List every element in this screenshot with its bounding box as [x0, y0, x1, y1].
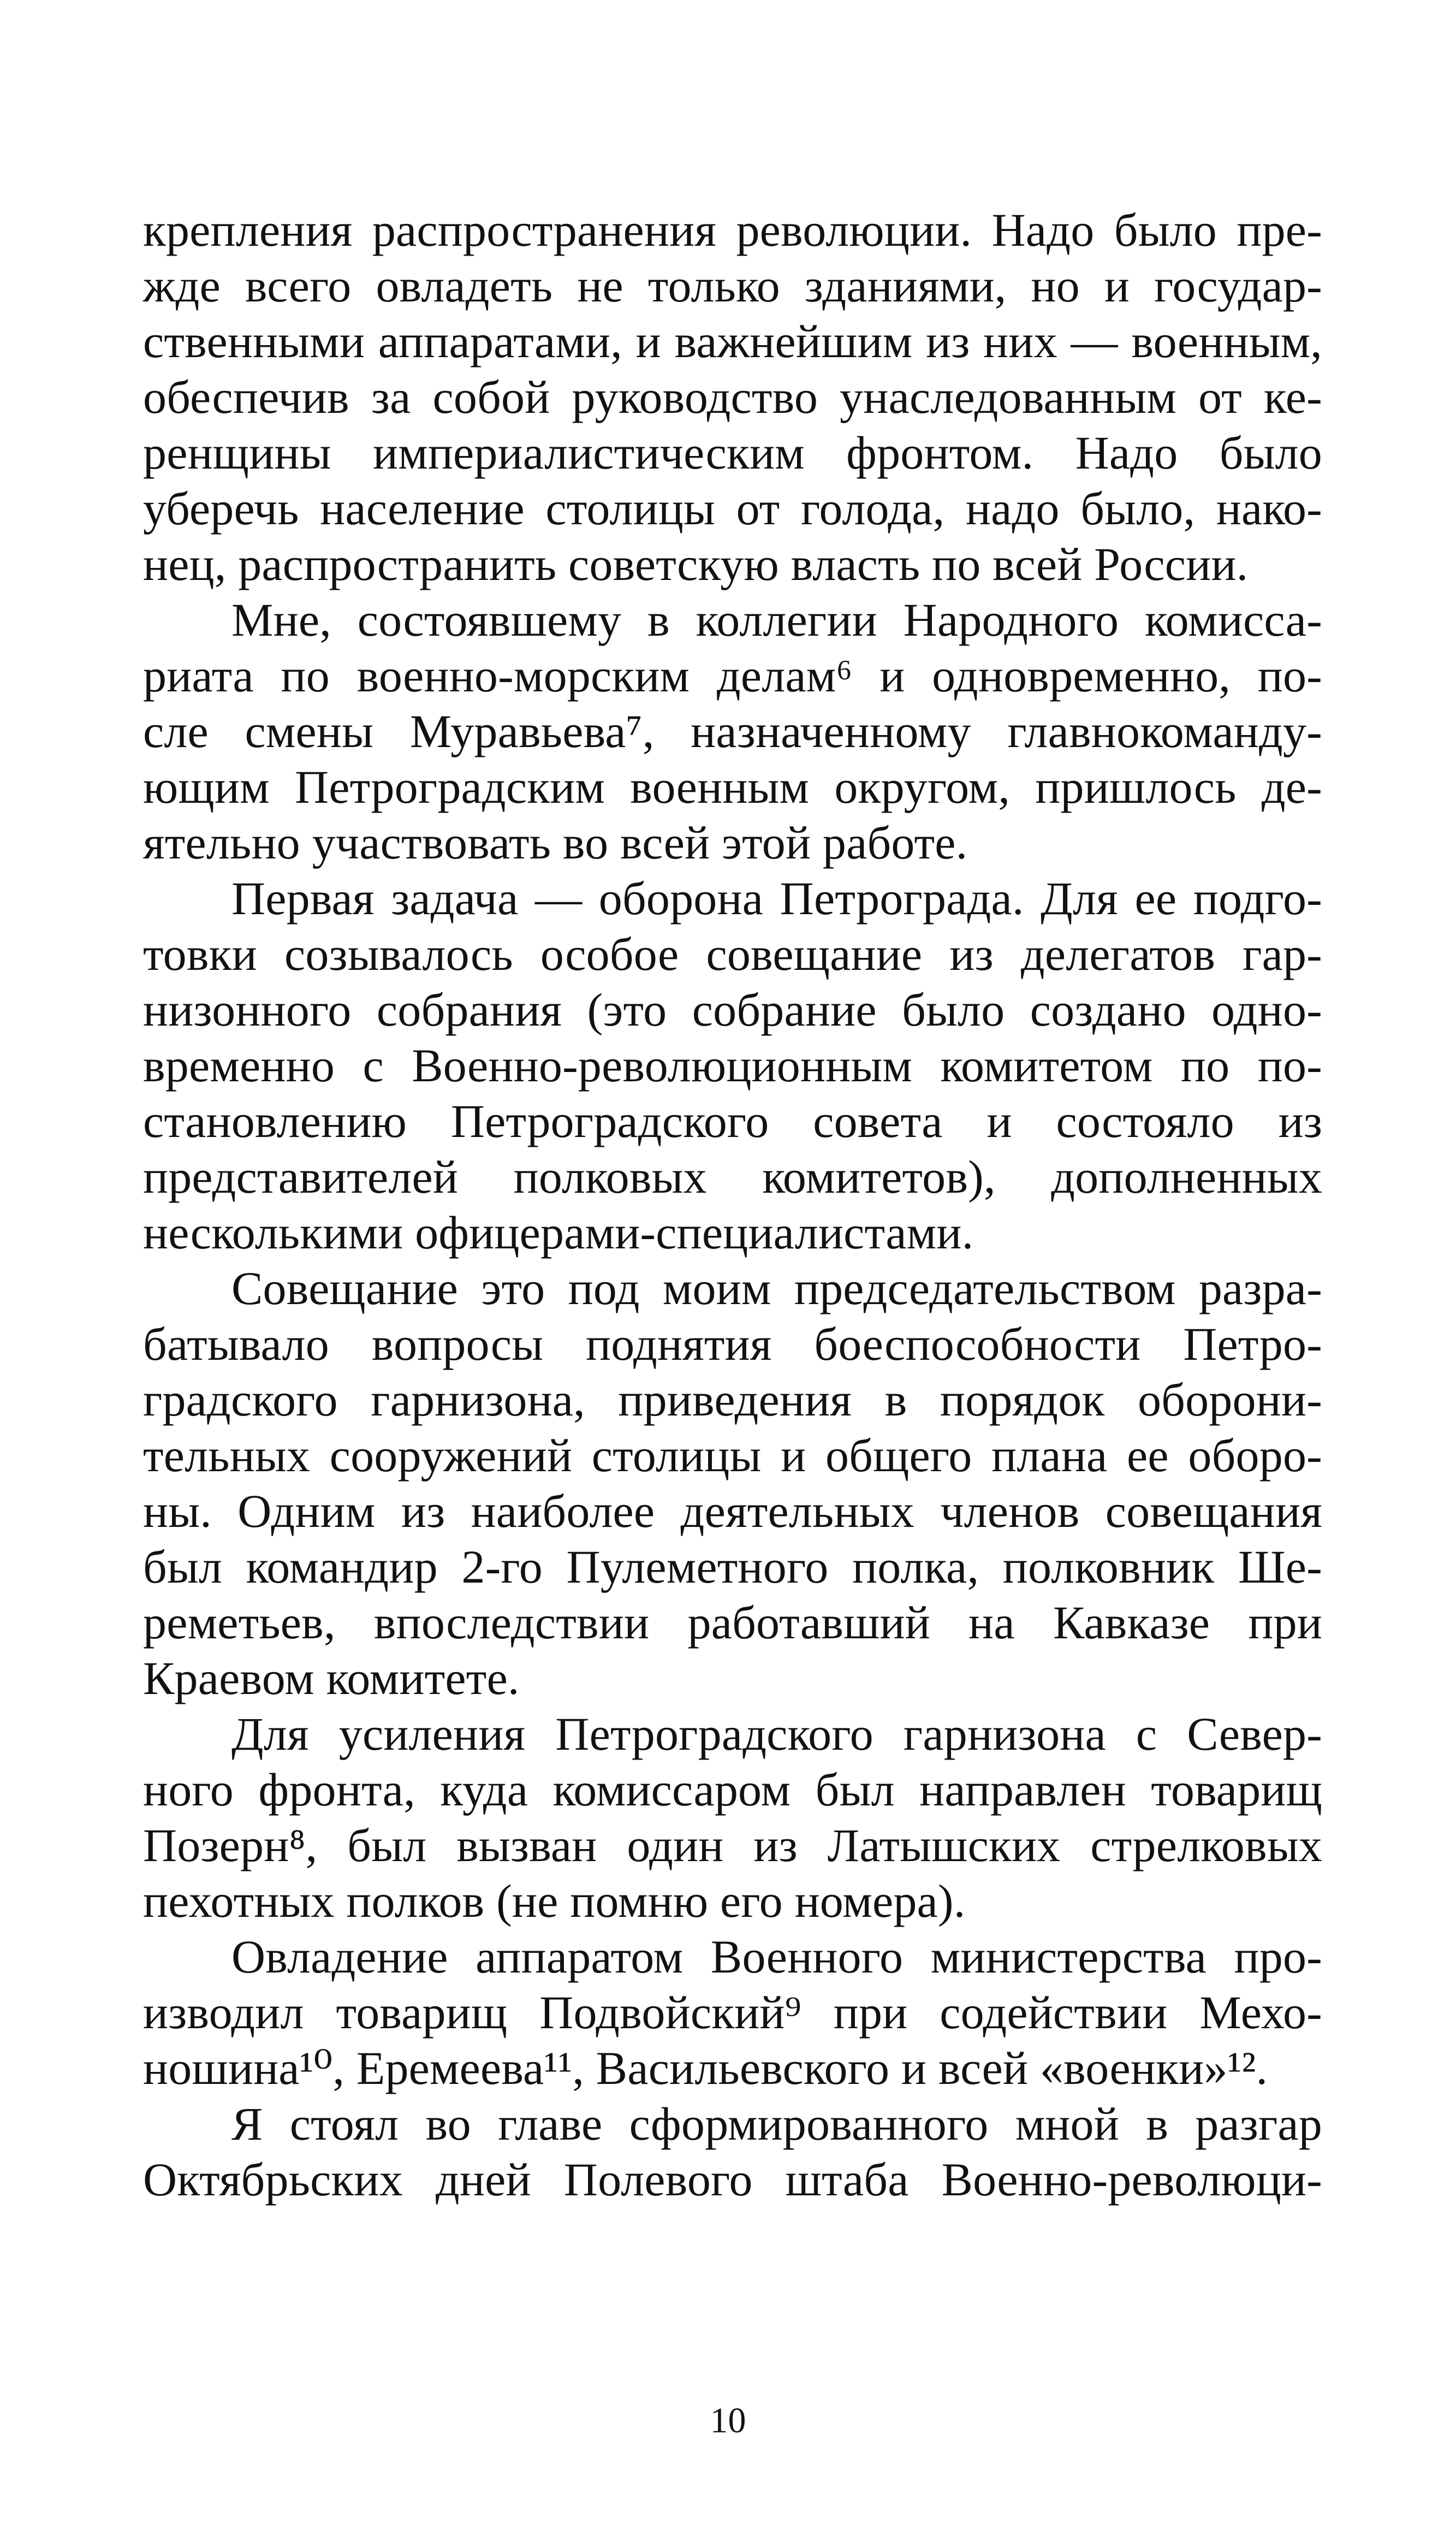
text-line: ренщины империалистическим фронтом. Надо было: [143, 427, 1322, 479]
page-number: 10: [710, 2401, 746, 2441]
text-line: батывало вопросы поднятия боеспособности Петро-: [143, 1318, 1322, 1370]
text-line: крепления распространения революции. Надо было пре-: [143, 204, 1322, 256]
text-line: Овладение аппаратом Военного министерства про-: [231, 1930, 1322, 1983]
text-line: ны. Одним из наиболее деятельных членов совещания: [143, 1485, 1322, 1537]
text-line: ного фронта, куда комиссаром был направлен товарищ: [143, 1763, 1322, 1816]
text-line: был командир 2-го Пулеметного полка, полковник Ше-: [143, 1541, 1322, 1593]
text-line: Позерн⁸, был вызван один из Латышских стрелковых: [143, 1819, 1322, 1871]
paragraph: [143, 2096, 1322, 2207]
text-line: риата по военно-морским делам⁶ и одновременно, по-: [143, 649, 1322, 702]
text-line: изводил товарищ Подвойский⁹ при содействии Мехо-: [143, 1986, 1322, 2039]
body-text: [143, 202, 1322, 2207]
text-line: ственными аппаратами, и важнейшим из них — военным,: [143, 315, 1322, 368]
text-line: несколькими офицерами-специалистами.: [143, 1206, 974, 1259]
paragraph: [143, 592, 1322, 870]
text-line: ятельно участвовать во всей этой работе.: [143, 816, 968, 869]
text-line: Первая задача — оборона Петрограда. Для ее подго-: [231, 872, 1322, 925]
paragraph: [143, 1929, 1322, 2096]
text-line: нец, распространить советскую власть по всей России.: [143, 538, 1249, 590]
text-line: тельных сооружений столицы и общего плана ее оборо-: [143, 1429, 1322, 1482]
text-line: жде всего овладеть не только зданиями, но и государ-: [143, 259, 1322, 312]
text-line: временно с Военно-революционным комитетом по по-: [143, 1039, 1322, 1092]
text-line: ющим Петроградским военным округом, пришлось де-: [143, 761, 1322, 813]
text-line: обеспечив за собой руководство унаследованным от ке-: [143, 371, 1322, 423]
paragraph: [143, 870, 1322, 1260]
paragraph: [143, 202, 1322, 592]
text-line: представителей полковых комитетов), дополненных: [143, 1151, 1322, 1203]
text-line: становлению Петроградского совета и состояло из: [143, 1095, 1322, 1147]
text-line: ношина¹⁰, Еремеева¹¹, Васильевского и всей «военки»¹².: [143, 2042, 1268, 2094]
paragraph: [143, 1706, 1322, 1929]
text-line: Совещание это под моим председательством разра-: [231, 1262, 1322, 1314]
text-line: товки созывалось особое совещание из делегатов гар-: [143, 928, 1322, 980]
text-line: сле смены Муравьева⁷, назначенному главнокоманду-: [143, 705, 1322, 757]
text-line: реметьев, впоследствии работавший на Кавказе при: [143, 1596, 1322, 1649]
paragraph: [143, 1260, 1322, 1706]
text-line: уберечь население столицы от голода, надо было, нако-: [143, 482, 1322, 535]
text-line: градского гарнизона, приведения в порядок оборони-: [143, 1373, 1322, 1426]
text-line: Краевом комитете.: [143, 1652, 520, 1704]
text-line: Октябрьских дней Полевого штаба Военно-революци-: [143, 2153, 1322, 2206]
text-line: Я стоял во главе сформированного мной в разгар: [231, 2098, 1322, 2150]
text-line: Мне, состоявшему в коллегии Народного комисса-: [231, 594, 1322, 646]
text-line: Для усиления Петроградского гарнизона с Север-: [231, 1708, 1322, 1760]
text-line: низонного собрания (это собрание было создано одно-: [143, 984, 1322, 1036]
text-line: пехотных полков (не помню его номера).: [143, 1875, 966, 1927]
